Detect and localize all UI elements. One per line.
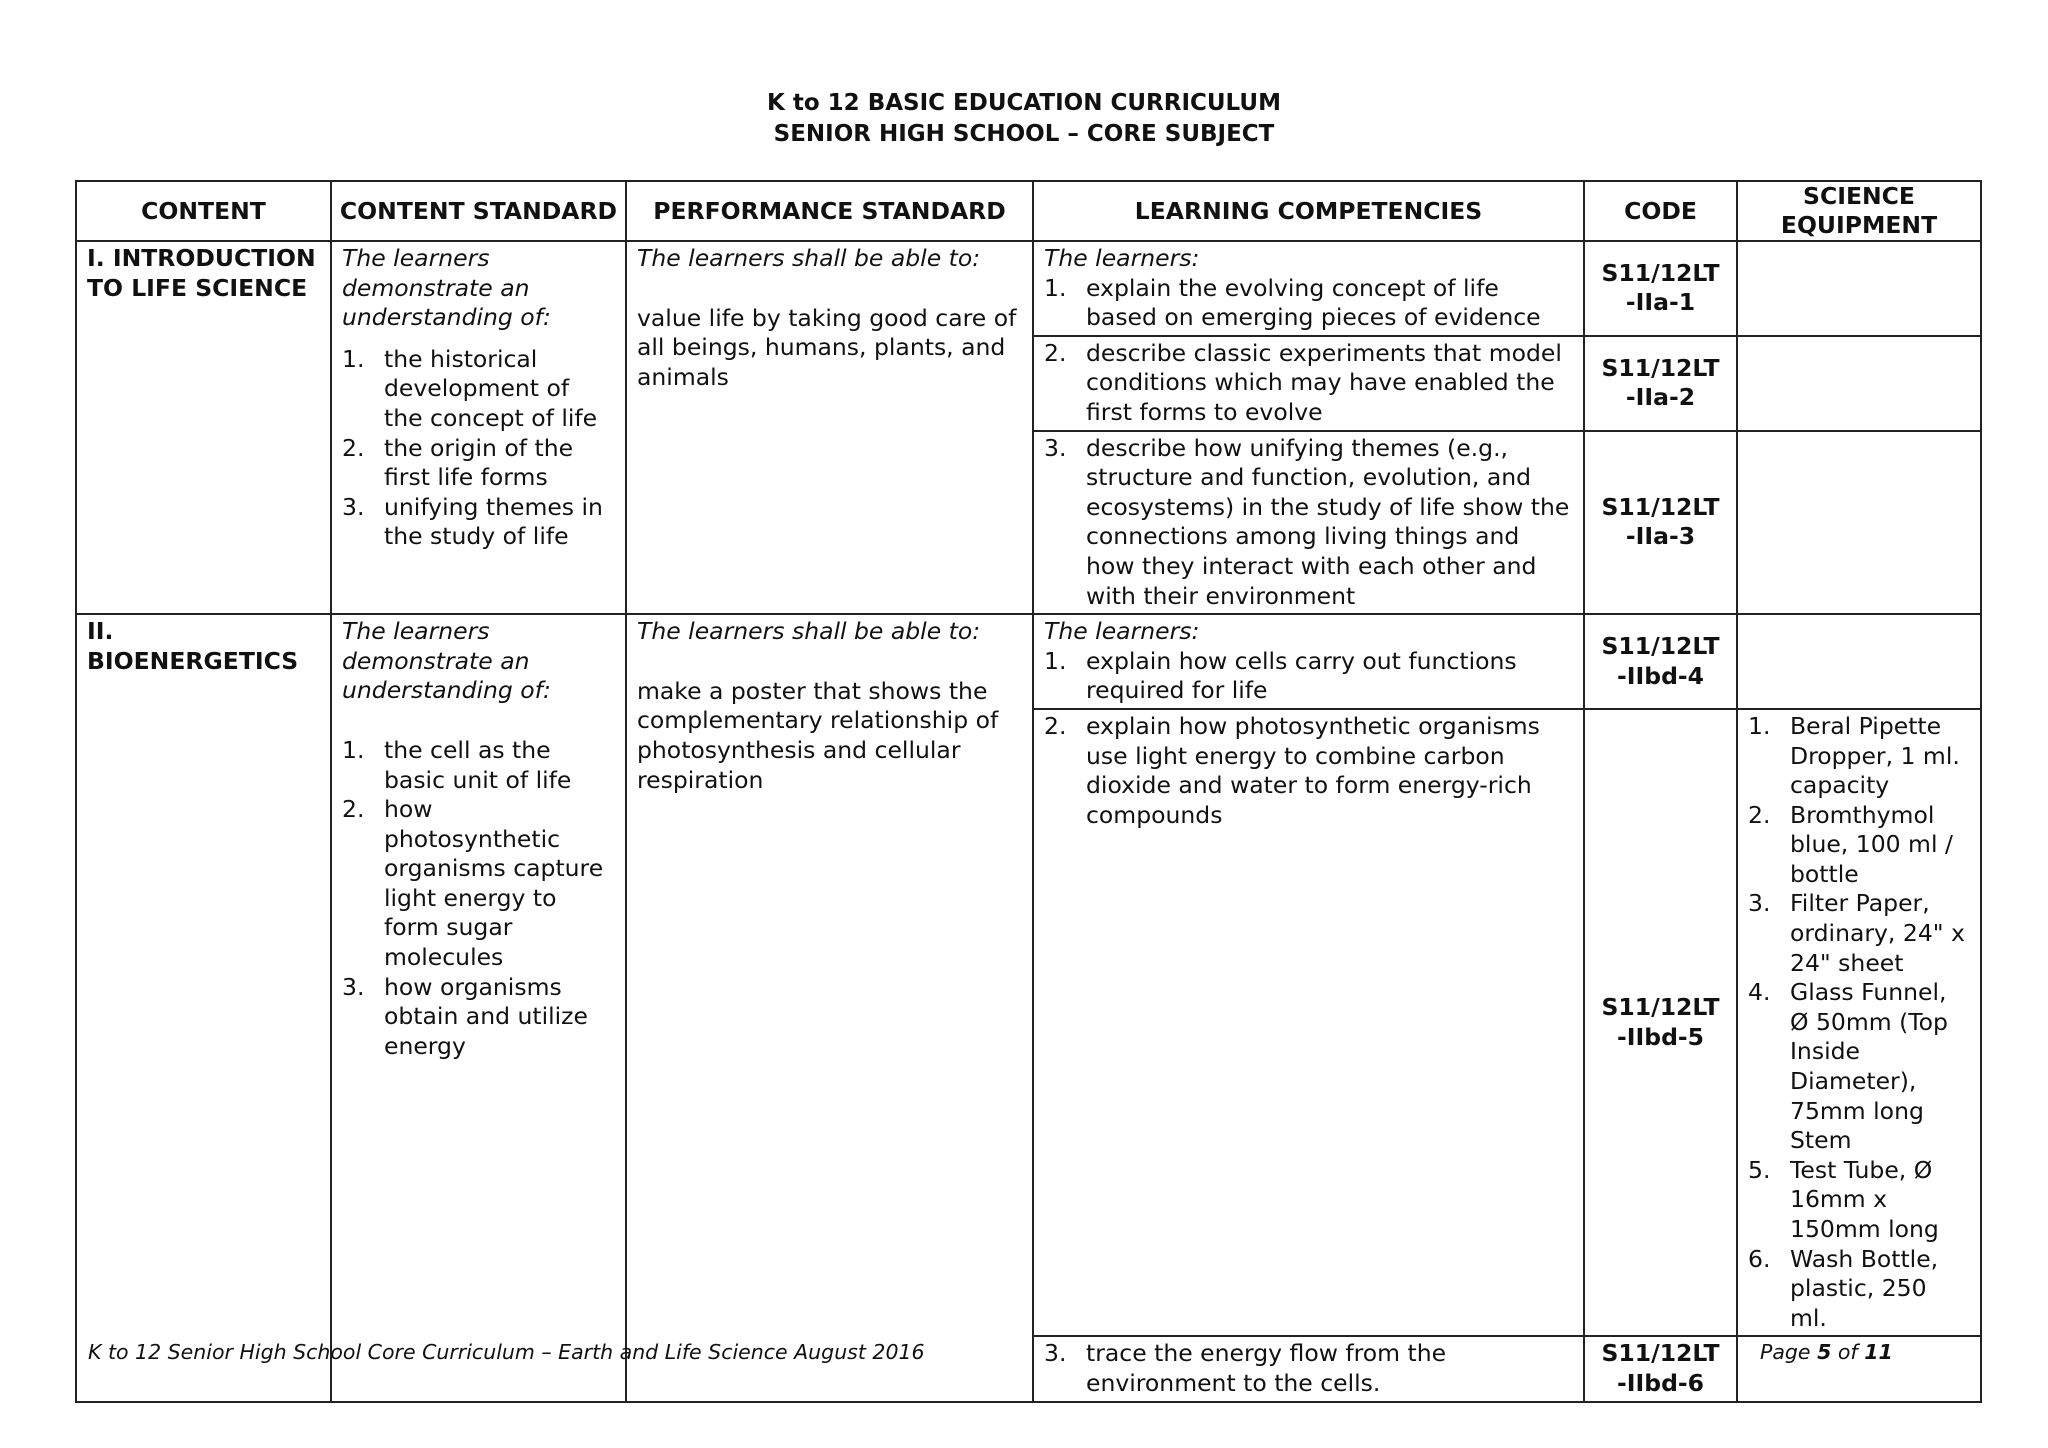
equipment-cell [1737,614,1981,709]
footer-document-title: K to 12 Senior High School Core Curriculum – Earth and Life Science August 2016 [88,1340,925,1364]
table-row [76,614,1981,709]
performance-standard-text: make a poster that shows the complementary relationship of photosynthesis and cellular respiration [637,676,999,794]
column-header-learning-competencies: LEARNING COMPETENCIES [1033,181,1584,241]
competency-cell [1033,614,1584,709]
content-topic: I. INTRODUCTION TO LIFE SCIENCE [87,244,316,302]
performance-standard-cell [626,241,1033,614]
table-row [76,241,1981,336]
list-item: 2. Bromthymol blue, 100 ml / bottle [1748,800,1953,888]
content-cell [76,614,331,1401]
competency-intro: The learners: [1044,244,1200,272]
list-item: 3. how organisms obtain and utilize energy [342,972,588,1060]
content-standard-intro: The learners demonstrate an understanding of: [342,244,551,332]
performance-standard-intro: The learners shall be able to: [637,244,981,272]
list-item: 4. Glass Funnel, Ø 50mm (Top Inside Diameter), 75mm long Stem [1748,978,1948,1155]
performance-standard-intro: The learners shall be able to: [637,617,981,646]
page-number: Page 5 of 11 [1760,1340,1893,1364]
competency-cell [1033,336,1584,431]
list-item: 2. how photosynthetic organisms capture light energy to form sugar molecules [342,795,604,972]
content-standard-intro: The learners demonstrate an understanding of: [342,617,551,705]
equipment-list [1748,712,1970,1333]
list-item: 2. the origin of the first life forms [342,433,574,492]
list-item: 3. unifying themes in the study of life [342,492,603,551]
list-item: 1. explain how cells carry out functions required for life [1044,646,1517,705]
competency-cell [1033,431,1584,615]
competency-cell [1033,241,1584,336]
competency-intro: The learners: [1044,617,1200,646]
performance-standard-cell [626,614,1033,1401]
column-header-content-standard: CONTENT STANDARD [331,181,626,241]
equipment-cell [1737,241,1981,336]
performance-standard-text: value life by taking good care of all beings, humans, plants, and animals [637,303,1017,391]
code-cell: S11/12LT -IIa-3 [1584,431,1737,615]
list-item: 1. Beral Pipette Dropper, 1 ml. capacity [1748,711,1960,800]
list-item: 1. the historical development of the concept of life [342,344,598,432]
list-item: 1. explain the evolving concept of life based on emerging pieces of evidence [1044,273,1541,332]
column-header-content: CONTENT [76,181,331,241]
list-item: 6. Wash Bottle, plastic, 250 ml. [1748,1244,1939,1332]
list-item: 2. describe classic experiments that model conditions which may have enabled the first forms to evolve [1044,338,1562,426]
content-standard-list [342,345,615,552]
content-standard-cell [331,241,626,614]
list-item: 3. trace the energy flow from the environment to the cells. [1044,1339,1447,1397]
list-item: 1. the cell as the basic unit of life [342,735,572,794]
table-header-row [76,181,1981,241]
content-topic: II. BIOENERGETICS [87,617,299,675]
code-cell: S11/12LT -IIa-1 [1584,241,1737,336]
document-header [0,88,2048,150]
content-standard-list [342,736,615,1062]
competency-cell [1033,1336,1584,1401]
curriculum-subtitle: SENIOR HIGH SCHOOL – CORE SUBJECT [773,121,1275,147]
code-cell: S11/12LT -IIbd-5 [1584,709,1737,1336]
content-cell [76,241,331,614]
column-header-code: CODE [1584,181,1737,241]
code-cell: S11/12LT -IIbd-6 [1584,1336,1737,1401]
code-cell: S11/12LT -IIbd-4 [1584,614,1737,709]
list-item: 5. Test Tube, Ø 16mm x 150mm long [1748,1155,1939,1243]
equipment-cell [1737,336,1981,431]
column-header-science-equipment: SCIENCE EQUIPMENT [1737,181,1981,241]
code-cell: S11/12LT -IIa-2 [1584,336,1737,431]
equipment-cell [1737,709,1981,1336]
competency-cell [1033,709,1584,1336]
content-standard-cell [331,614,626,1401]
column-header-performance-standard: PERFORMANCE STANDARD [626,181,1033,241]
list-item: 3. Filter Paper, ordinary, 24" x 24" sheet [1748,889,1965,977]
curriculum-title: K to 12 BASIC EDUCATION CURRICULUM [767,90,1281,116]
curriculum-table [75,180,1982,1403]
list-item: 2. explain how photosynthetic organisms use light energy to combine carbon dioxide and water to form energy-rich compounds [1044,711,1540,829]
equipment-cell [1737,431,1981,615]
list-item: 3. describe how unifying themes (e.g., structure and function, evolution, and ecosystems) in the study of life show the connections among living things and how they interact with each other and with their environment [1044,433,1570,610]
